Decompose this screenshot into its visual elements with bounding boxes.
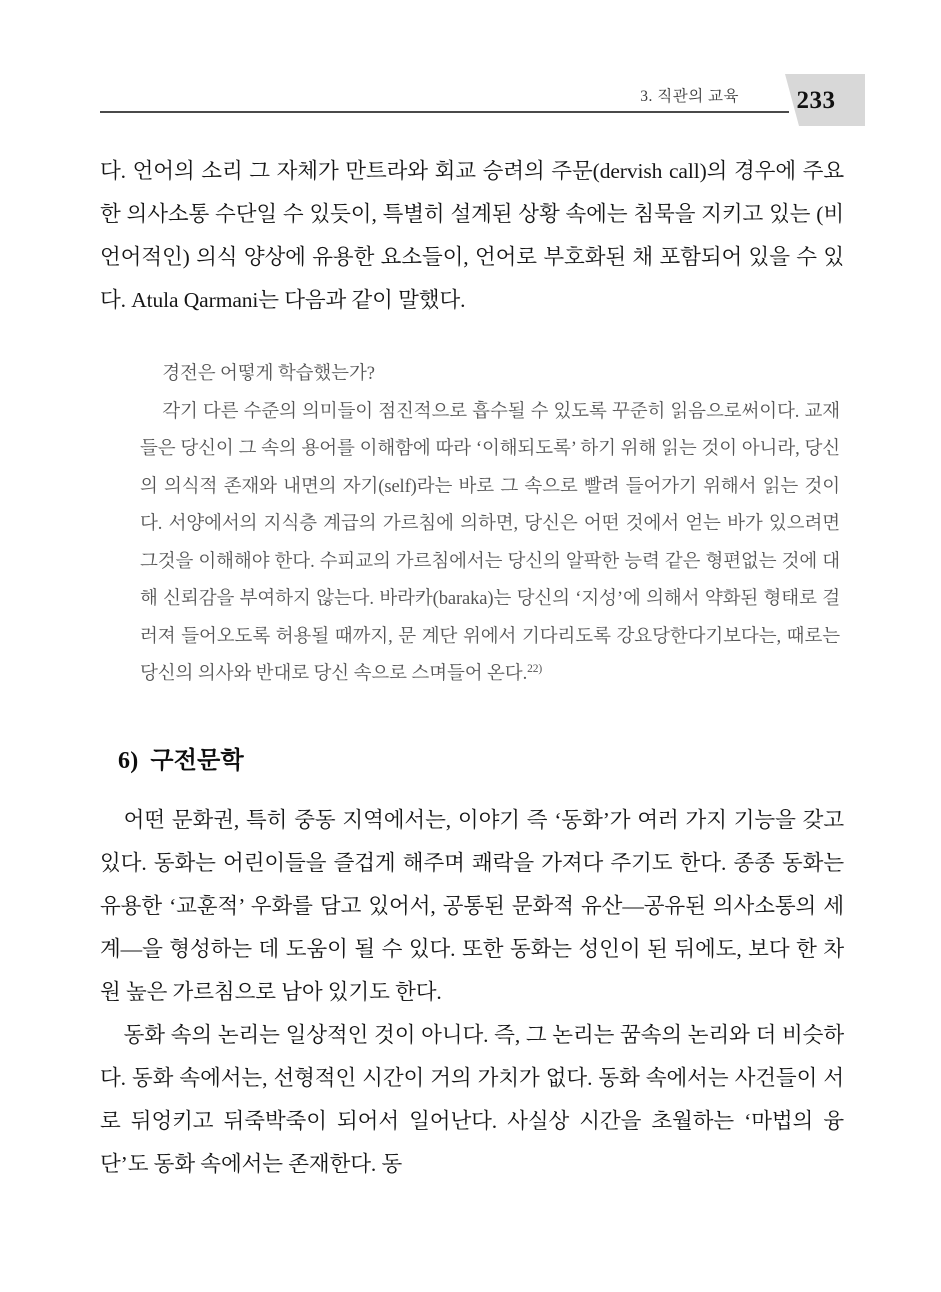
quote-question: 경전은 어떻게 학습했는가? <box>162 364 375 384</box>
page-header <box>100 84 861 126</box>
running-head-title: 3. 직관의 교육 <box>640 88 739 105</box>
block-quote <box>140 356 840 694</box>
spacer <box>100 322 844 356</box>
paragraph-2: 어떤 문화권, 특히 중동 지역에서는, 이야기 즉 ‘동화’가 여러 가지 기능을 갖고 있다. 동화는 어린이들을 즐겁게 해주며 쾌락을 가져다 주기도 한다. 종종 동화는 유용한 ‘교훈적’ 우화를 담고 있어서, 공통된 문화적 유산―공유된 의사소통의 세계―을 형성하는 데 도움이 될 수 있다. 또한 동화는 성인이 된 뒤에도, 보다 한 차원 높은 가르침으로 남아 있기도 한다. <box>100 807 844 1004</box>
page-number: 233 <box>796 87 836 114</box>
quote-answer-text: 각기 다른 수준의 의미들이 점진적으로 흡수될 수 있도록 꾸준히 읽음으로써이다. 교재들은 당신이 그 속의 용어를 이해함에 따라 ‘이해되도록’ 하기 위해 읽는 것이 아니라, 당신의 의식적 존재와 내면의 자기(self)라는 바로 그 속으로 빨려 들어가기 위해서 읽는 것이다. 서양에서의 지식층 계급의 가르침에 의하면, 당신은 어떤 것에서 얻는 바가 있으려면 그것을 이해해야 한다. 수피교의 가르침에서는 당신의 알팍한 능력 같은 형편없는 것에 대해 신뢰감을 부여하지 않는다. 바라카(baraka)는 당신의 ‘지성’에 의해서 약화된 형태로 걸러져 들어오도록 허용될 때까지, 문 계단 위에서 기다리도록 강요당한다기보다는, 때로는 당신의 의사와 반대로 당신 속으로 스며들어 온다. <box>140 401 840 684</box>
paragraph-3: 동화 속의 논리는 일상적인 것이 아니다. 즉, 그 논리는 꿈속의 논리와 더 비슷하다. 동화 속에서는, 선형적인 시간이 거의 가치가 없다. 동화 속에서는 사건들이 서로 뒤엉키고 뒤죽박죽이 되어서 일어난다. 사실상 시간을 초월하는 ‘마법의 융단’도 동화 속에서는 존재한다. 동 <box>100 1022 844 1176</box>
page-body <box>100 150 844 1186</box>
quote-answer <box>140 394 840 694</box>
paragraph-continuation: 다. 언어의 소리 그 자체가 만트라와 회교 승려의 주문(dervish call)의 경우에 주요한 의사소통 수단일 수 있듯이, 특별히 설계된 상황 속에는 침묵을 지키고 있는 (비언어적인) 의식 양상에 유용한 요소들이, 언어로 부호화된 채 포함되어 있을 수 있다. Atula Qarmani는 다음과 같이 말했다. <box>100 159 844 312</box>
header-rule <box>100 111 789 113</box>
section-number: 6) <box>118 747 139 774</box>
footnote-marker: 22) <box>527 662 543 675</box>
section-heading <box>118 740 844 775</box>
section-title: 구전문학 <box>150 747 244 774</box>
